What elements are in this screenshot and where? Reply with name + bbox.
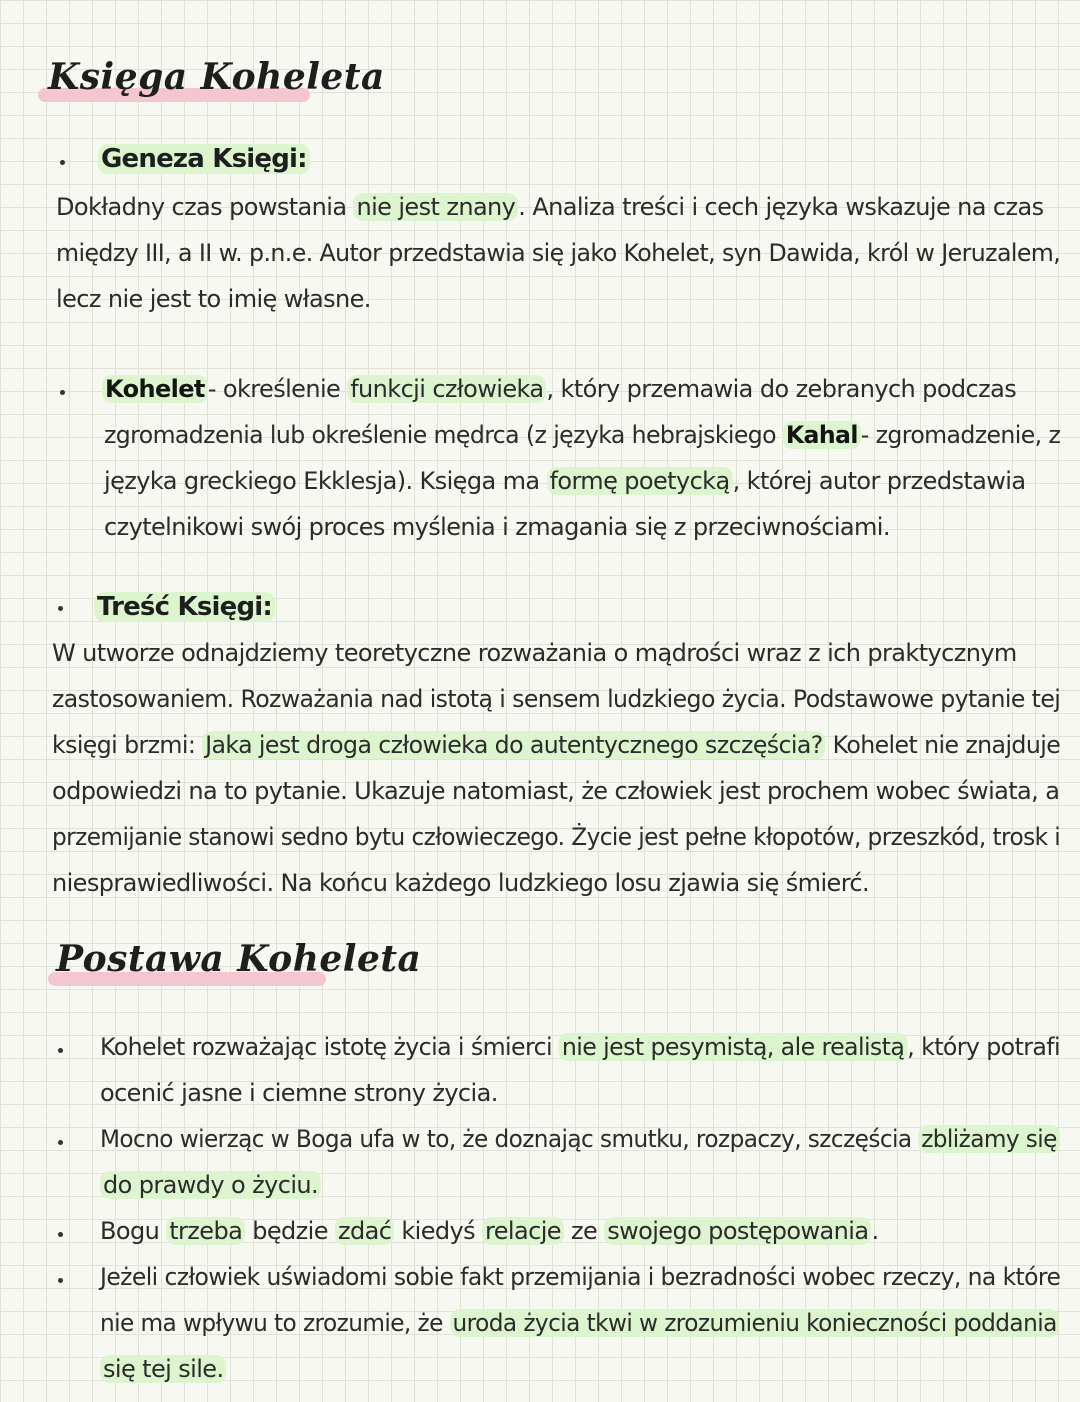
page-title: Księga Koheleta [48,56,385,98]
attitude-line: Bogu trzeba będzie zdać kiedyś relacje ze swojego postępowania . [100,1217,879,1245]
kohelet-line: Kohelet - określenie funkcji człowieka , który przemawia do zebranych podczas [102,372,1016,406]
kohelet-line: zgromadzenia lub określenie mędrca (z języka hebrajskiego Kahal - zgromadzenie, z [104,421,1061,449]
bullet-dot [58,1140,63,1145]
content-line: W utworze odnajdziemy teoretyczne rozważania o mądrości wraz z ich praktycznym [52,639,1017,667]
genesis-line: Dokładny czas powstania nie jest znany . Analiza treści i cech języka wskazuje na czas [56,193,1044,221]
attitude-line: Mocno wierząc w Boga ufa w to, że doznając smutku, rozpaczy, szczęścia zbliżamy się [100,1122,1060,1156]
bullet-dot [58,1232,63,1237]
bullet-dot [60,390,65,395]
bullet-dot [58,1278,63,1283]
attitude-line: Jeżeli człowiek uświadomi sobie fakt przemijania i bezradności wobec rzeczy, na które [100,1263,1061,1291]
genesis-heading: Geneza Księgi: [98,142,310,176]
kohelet-line: języka greckiego Ekklesja). Księga ma formę poetycką , której autor przedstawia [104,467,1026,495]
content-heading: Treść Księgi: [94,590,275,624]
content-line: przemijanie stanowi sedno bytu człowieczego. Życie jest pełne kłopotów, przeszkód, trosk i [52,823,1061,851]
bullet-dot [58,1048,63,1053]
content-line: księgi brzmi: Jaka jest droga człowieka do autentycznego szczęścia? Kohelet nie znajduje [52,731,1061,759]
genesis-line: między III, a II w. p.n.e. Autor przedstawia się jako Kohelet, syn Dawida, król w Jeruzalem, [56,239,1061,267]
content-line: zastosowaniem. Rozważania nad istotą i sensem ludzkiego życia. Podstawowe pytanie tej [52,685,1061,713]
genesis-line: lecz nie jest to imię własne. [56,285,371,313]
content-line: odpowiedzi na to pytanie. Ukazuje natomiast, że człowiek jest prochem wobec świata, a [52,777,1060,805]
bullet-dot [58,606,63,611]
bullet-dot [60,160,65,165]
section-title: Postawa Koheleta [56,938,422,980]
attitude-line: Kohelet rozważając istotę życia i śmierci nie jest pesymistą, ale realistą , który potrafi [100,1033,1061,1061]
content-line: niesprawiedliwości. Na końcu każdego ludzkiego losu zjawia się śmierć. [52,869,870,897]
attitude-line: się tej sile. [100,1352,226,1386]
attitude-line: ocenić jasne i ciemne strony życia. [100,1079,498,1107]
attitude-line: do prawdy o życiu. [100,1168,321,1202]
kohelet-line: czytelnikowi swój proces myślenia i zmagania się z przeciwnościami. [104,513,890,541]
attitude-line: nie ma wpływu to zrozumie, że uroda życia tkwi w zrozumieniu konieczności poddania [100,1306,1060,1340]
